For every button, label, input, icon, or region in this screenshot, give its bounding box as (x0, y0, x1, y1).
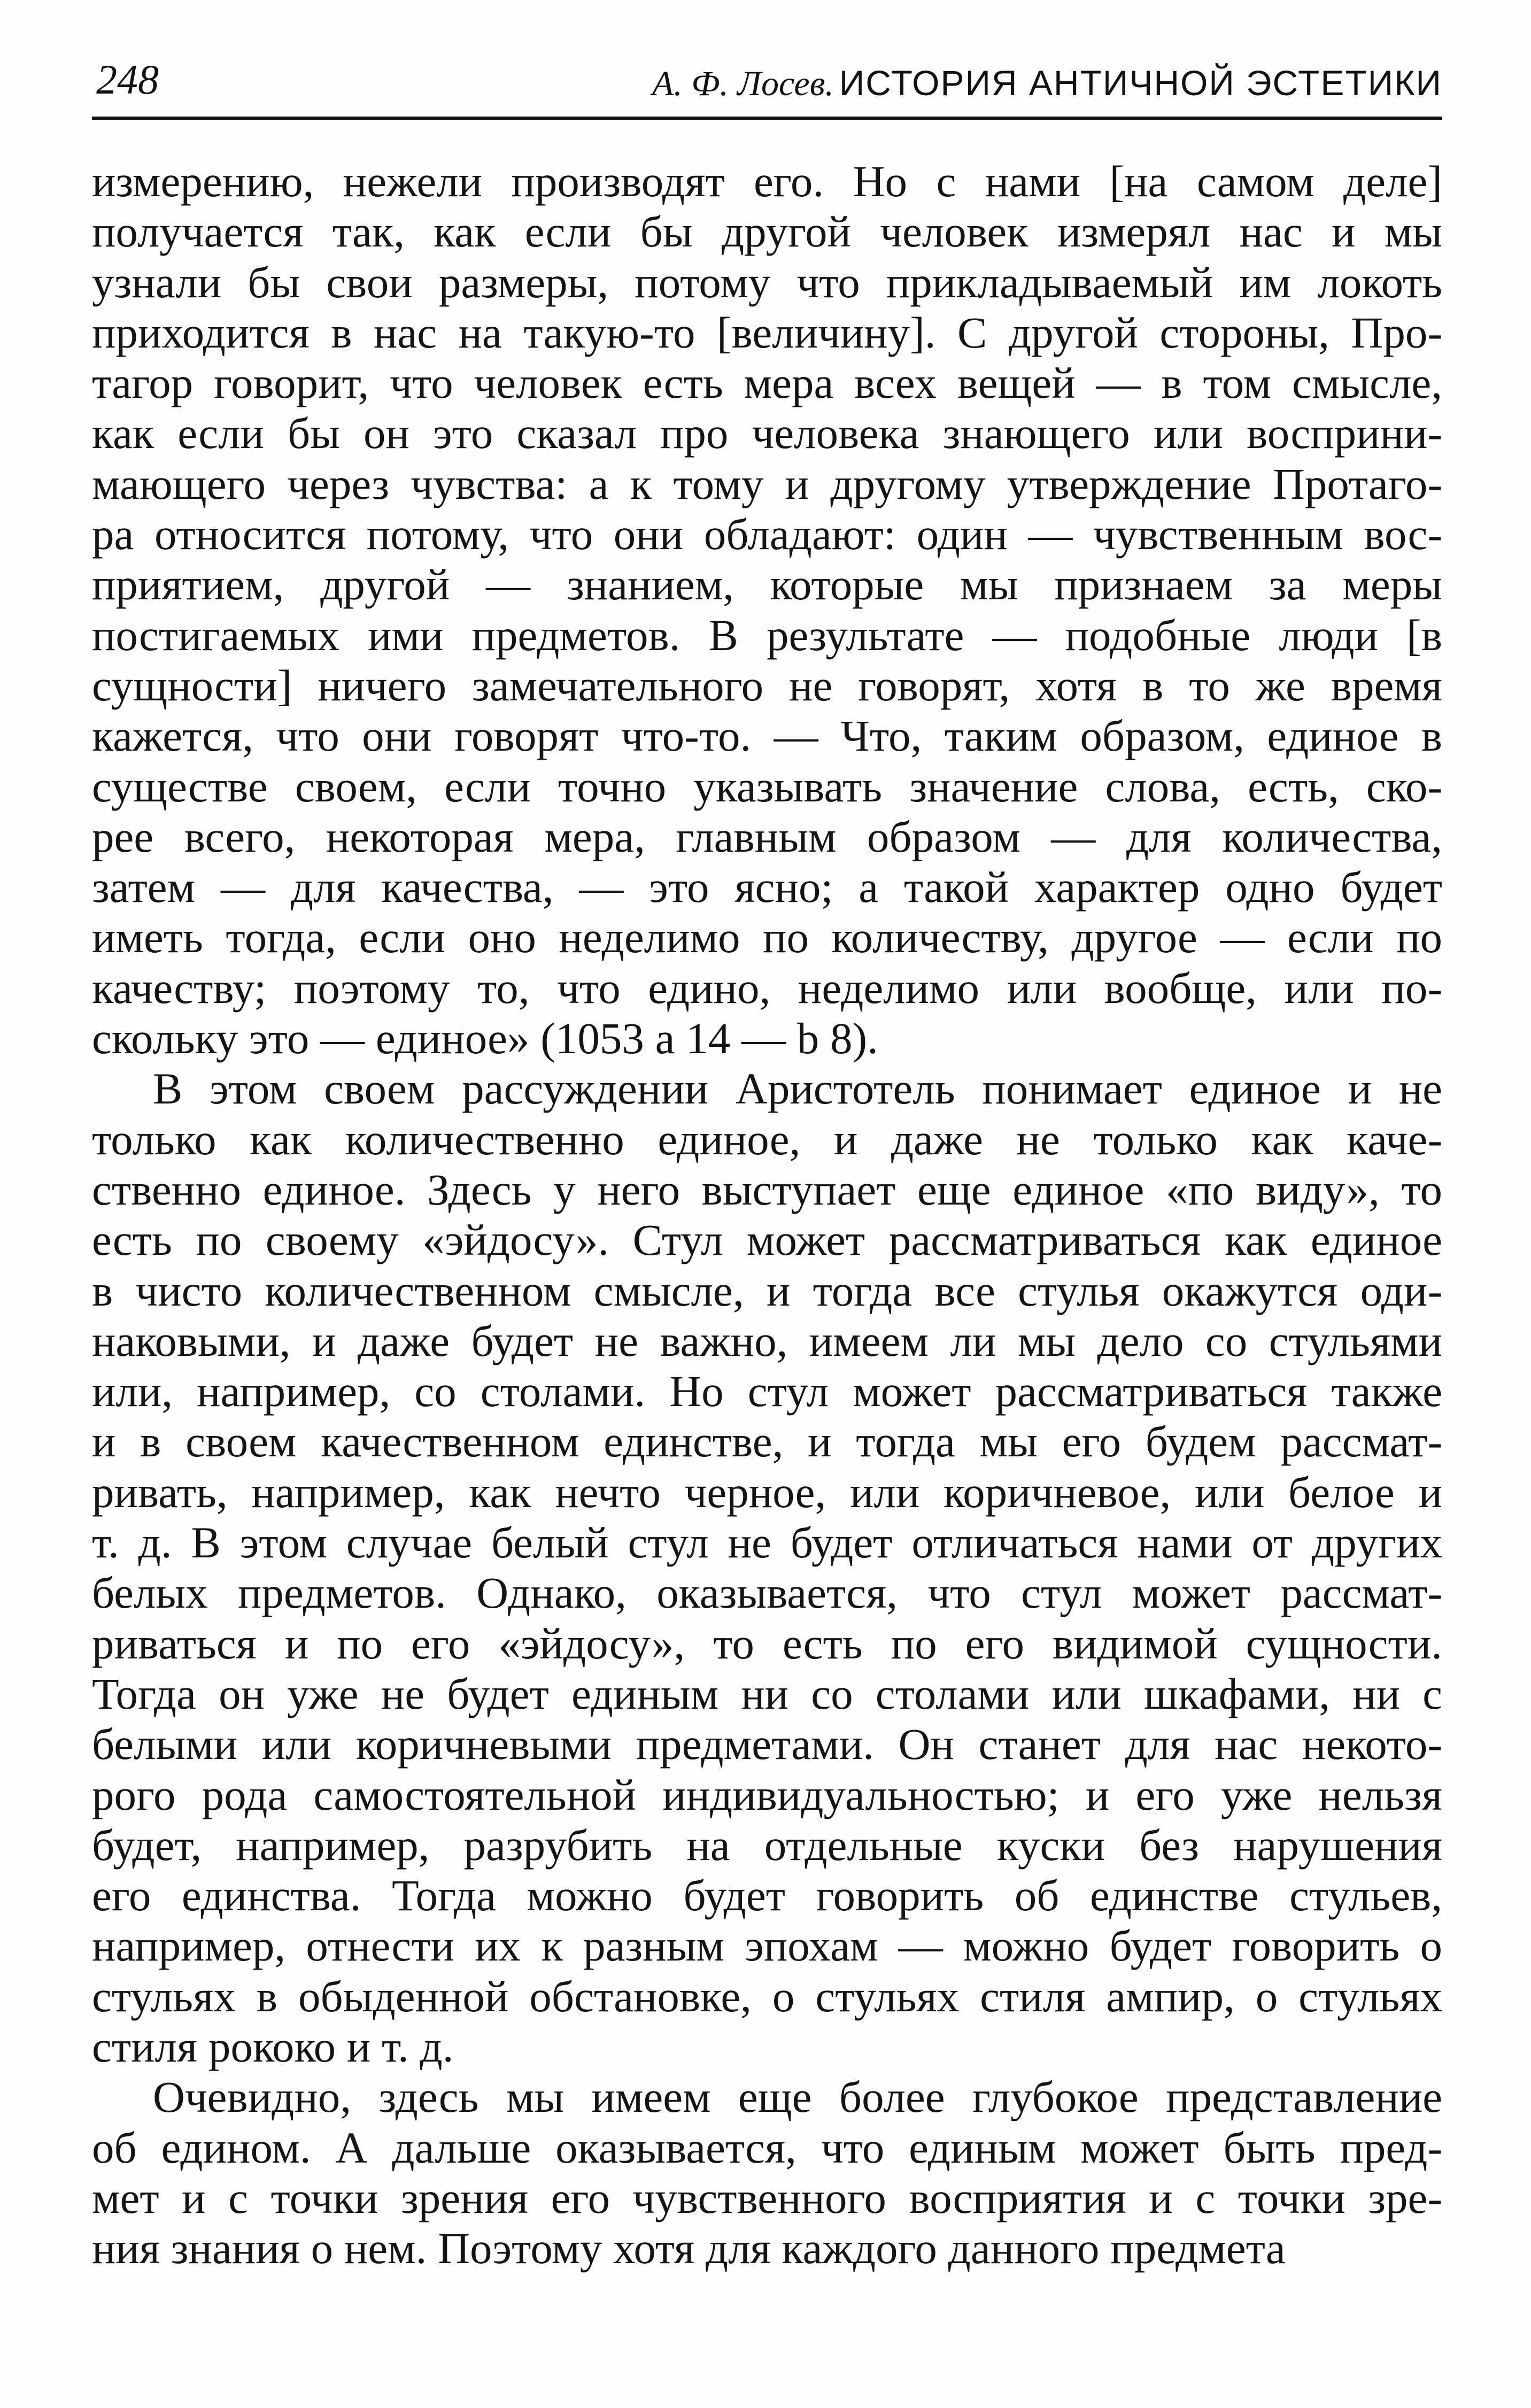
text-line: стульях в обыденной обстановке, о стульях стиля ампир, о стульях (92, 1971, 1442, 2021)
text-line: скольку это — единое» (1053 а 14 — b 8). (92, 1014, 878, 1063)
text-line: приятием, другой — знанием, которые мы признаем за меры (92, 560, 1442, 609)
text-line: В этом своем рассуждении Аристотель понимает единое и не (153, 1064, 1442, 1114)
author-name: А. Ф. Лосев. (652, 64, 834, 103)
text-line: приходится в нас на такую-то [величину]. С другой стороны, Про- (92, 307, 1442, 357)
text-line: рее всего, некоторая мера, главным образом — для количества, (92, 812, 1442, 861)
paragraph (92, 2072, 1442, 2273)
text-line: стиля рококо и т. д. (92, 2021, 454, 2071)
text-line: наковыми, и даже будет не важно, имеем ли мы дело со стульями (92, 1316, 1442, 1365)
text-line: об едином. А дальше оказывается, что единым может быть пред- (92, 2123, 1442, 2172)
text-line: качеству; поэтому то, что едино, неделимо или вообще, или по- (92, 963, 1442, 1013)
text-line: есть по своему «эйдосу». Стул может рассматриваться как единое (92, 1215, 1442, 1265)
text-line: будет, например, разрубить на отдельные куски без нарушения (92, 1820, 1442, 1870)
text-line: только как количественно единое, и даже не только как каче- (92, 1114, 1442, 1164)
text-line: затем — для качества, — это ясно; а такой характер одно будет (92, 862, 1442, 912)
text-line: тагор говорит, что человек есть мера всех вещей — в том смысле, (92, 358, 1442, 408)
text-line: или, например, со столами. Но стул может рассматриваться также (92, 1367, 1442, 1416)
text-line: ственно единое. Здесь у него выступает еще единое «по виду», то (92, 1164, 1442, 1214)
running-header (92, 58, 1442, 120)
text-line: его единства. Тогда можно будет говорить об единстве стульев, (92, 1871, 1442, 1920)
text-line: кажется, что они говорят что-то. — Что, таким образом, единое в (92, 711, 1442, 761)
text-line: в чисто количественном смысле, и тогда все стулья окажутся оди- (92, 1265, 1442, 1315)
text-line: получается так, как если бы другой человек измерял нас и мы (92, 207, 1442, 257)
text-line: как если бы он это сказал про человека знающего или восприни- (92, 408, 1442, 458)
running-head (652, 65, 1442, 102)
text-line: Тогда он уже не будет единым ни со столами или шкафами, ни с (92, 1669, 1442, 1718)
text-line: т. д. В этом случае белый стул не будет отличаться нами от других (92, 1518, 1442, 1568)
text-line: ния знания о нем. Поэтому хотя для каждого данного предмета (92, 2224, 1286, 2273)
text-line: иметь тогда, если оно неделимо по количеству, другое — если по (92, 913, 1442, 962)
text-line: постигаемых ими предметов. В результате — подобные люди [в (92, 610, 1442, 660)
text-line: и в своем качественном единстве, и тогда мы его будем рассмат- (92, 1417, 1442, 1467)
text-line: Очевидно, здесь мы имеем еще более глубокое представление (153, 2072, 1442, 2122)
book-title: ИСТОРИЯ АНТИЧНОЙ ЭСТЕТИКИ (839, 63, 1442, 103)
text-line: белыми или коричневыми предметами. Он станет для нас некото- (92, 1719, 1442, 1769)
text-line: измерению, нежели производят его. Но с нами [на самом деле] (92, 157, 1442, 206)
text-line: ривать, например, как нечто черное, или коричневое, или белое и (92, 1467, 1442, 1517)
paragraph (92, 1063, 1442, 2072)
text-line: риваться и по его «эйдосу», то есть по его видимой сущности. (92, 1618, 1442, 1668)
text-line: мающего через чувства: а к тому и другому утверждение Протаго- (92, 459, 1442, 508)
text-line: рого рода самостоятельной индивидуальностью; и его уже нельзя (92, 1770, 1442, 1819)
body-text (92, 156, 1442, 2273)
text-line: мет и с точки зрения его чувственного восприятия и с точки зре- (92, 2173, 1442, 2222)
text-line: существе своем, если точно указывать значение слова, есть, ско- (92, 761, 1442, 811)
text-line: ра относится потому, что они обладают: один — чувственным вос- (92, 510, 1442, 559)
text-line: узнали бы свои размеры, потому что прикладываемый им локоть (92, 257, 1442, 307)
text-line: белых предметов. Однако, оказывается, что стул может рассмат- (92, 1568, 1442, 1618)
page-number: 248 (96, 56, 159, 103)
text-line: сущности] ничего замечательного не говорят, хотя в то же время (92, 660, 1442, 710)
paragraph (92, 156, 1442, 1063)
text-line: например, отнести их к разным эпохам — можно будет говорить о (92, 1921, 1442, 1971)
